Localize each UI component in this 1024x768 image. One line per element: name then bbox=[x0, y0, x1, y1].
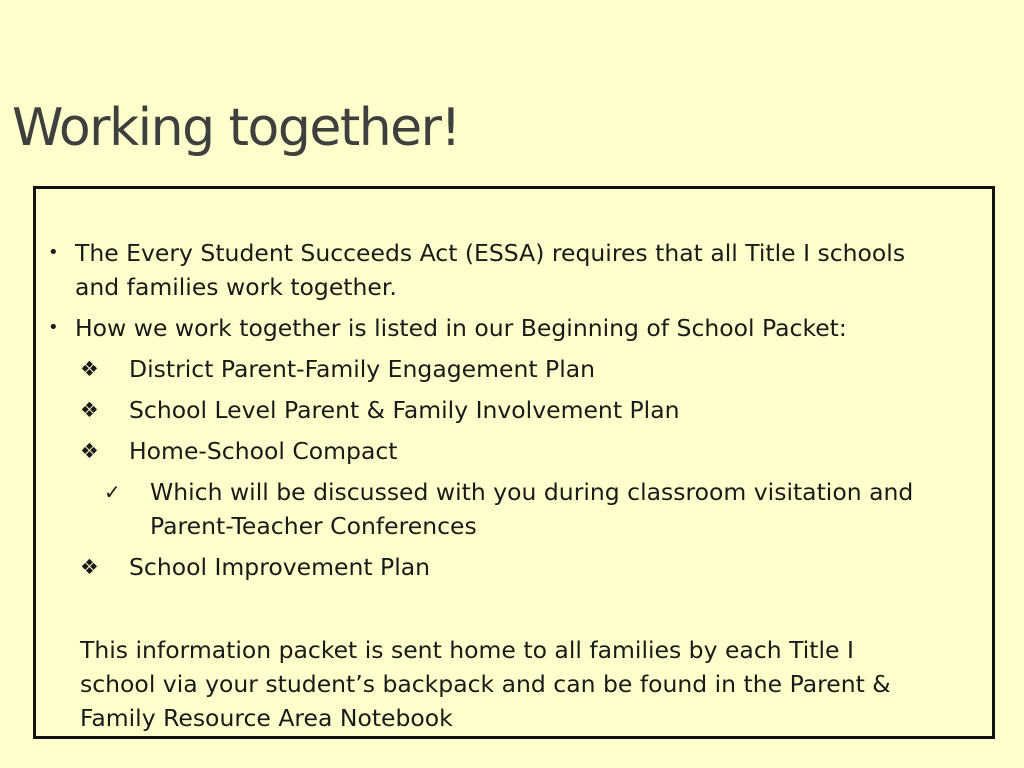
bullet-1-line-1: The Every Student Succeeds Act (ESSA) requires that all Title I schools bbox=[75, 239, 906, 267]
check-item-line-1: Which will be discussed with you during classroom visitation and bbox=[150, 478, 914, 506]
footer-line-3: Family Resource Area Notebook bbox=[80, 704, 453, 732]
check-item-line-2: Parent-Teacher Conferences bbox=[150, 512, 477, 540]
checkmark-icon: ✓ bbox=[104, 480, 121, 504]
bullet-2-line-1: How we work together is listed in our Beginning of School Packet: bbox=[75, 314, 847, 342]
slide-title: Working together! bbox=[12, 98, 460, 158]
sub-item-home-school-compact: Home-School Compact bbox=[129, 437, 398, 465]
sub-item-school-improvement-plan: School Improvement Plan bbox=[129, 553, 431, 581]
diamond-bullet-icon: ❖ bbox=[80, 398, 99, 422]
diamond-bullet-icon: ❖ bbox=[80, 357, 99, 381]
footer-line-2: school via your student’s backpack and can be found in the Parent & bbox=[80, 670, 891, 698]
bullet-dot-icon: • bbox=[48, 317, 59, 338]
content-box bbox=[33, 186, 995, 739]
footer-line-1: This information packet is sent home to all families by each Title I bbox=[80, 636, 854, 664]
sub-item-district-plan: District Parent-Family Engagement Plan bbox=[129, 355, 596, 383]
bullet-dot-icon: • bbox=[48, 242, 59, 263]
footer-paragraph bbox=[80, 633, 980, 735]
diamond-bullet-icon: ❖ bbox=[80, 555, 99, 579]
diamond-bullet-icon: ❖ bbox=[80, 439, 99, 463]
sub-item-school-level-plan: School Level Parent & Family Involvement Plan bbox=[129, 396, 680, 424]
bullet-1-line-2: and families work together. bbox=[75, 273, 397, 301]
